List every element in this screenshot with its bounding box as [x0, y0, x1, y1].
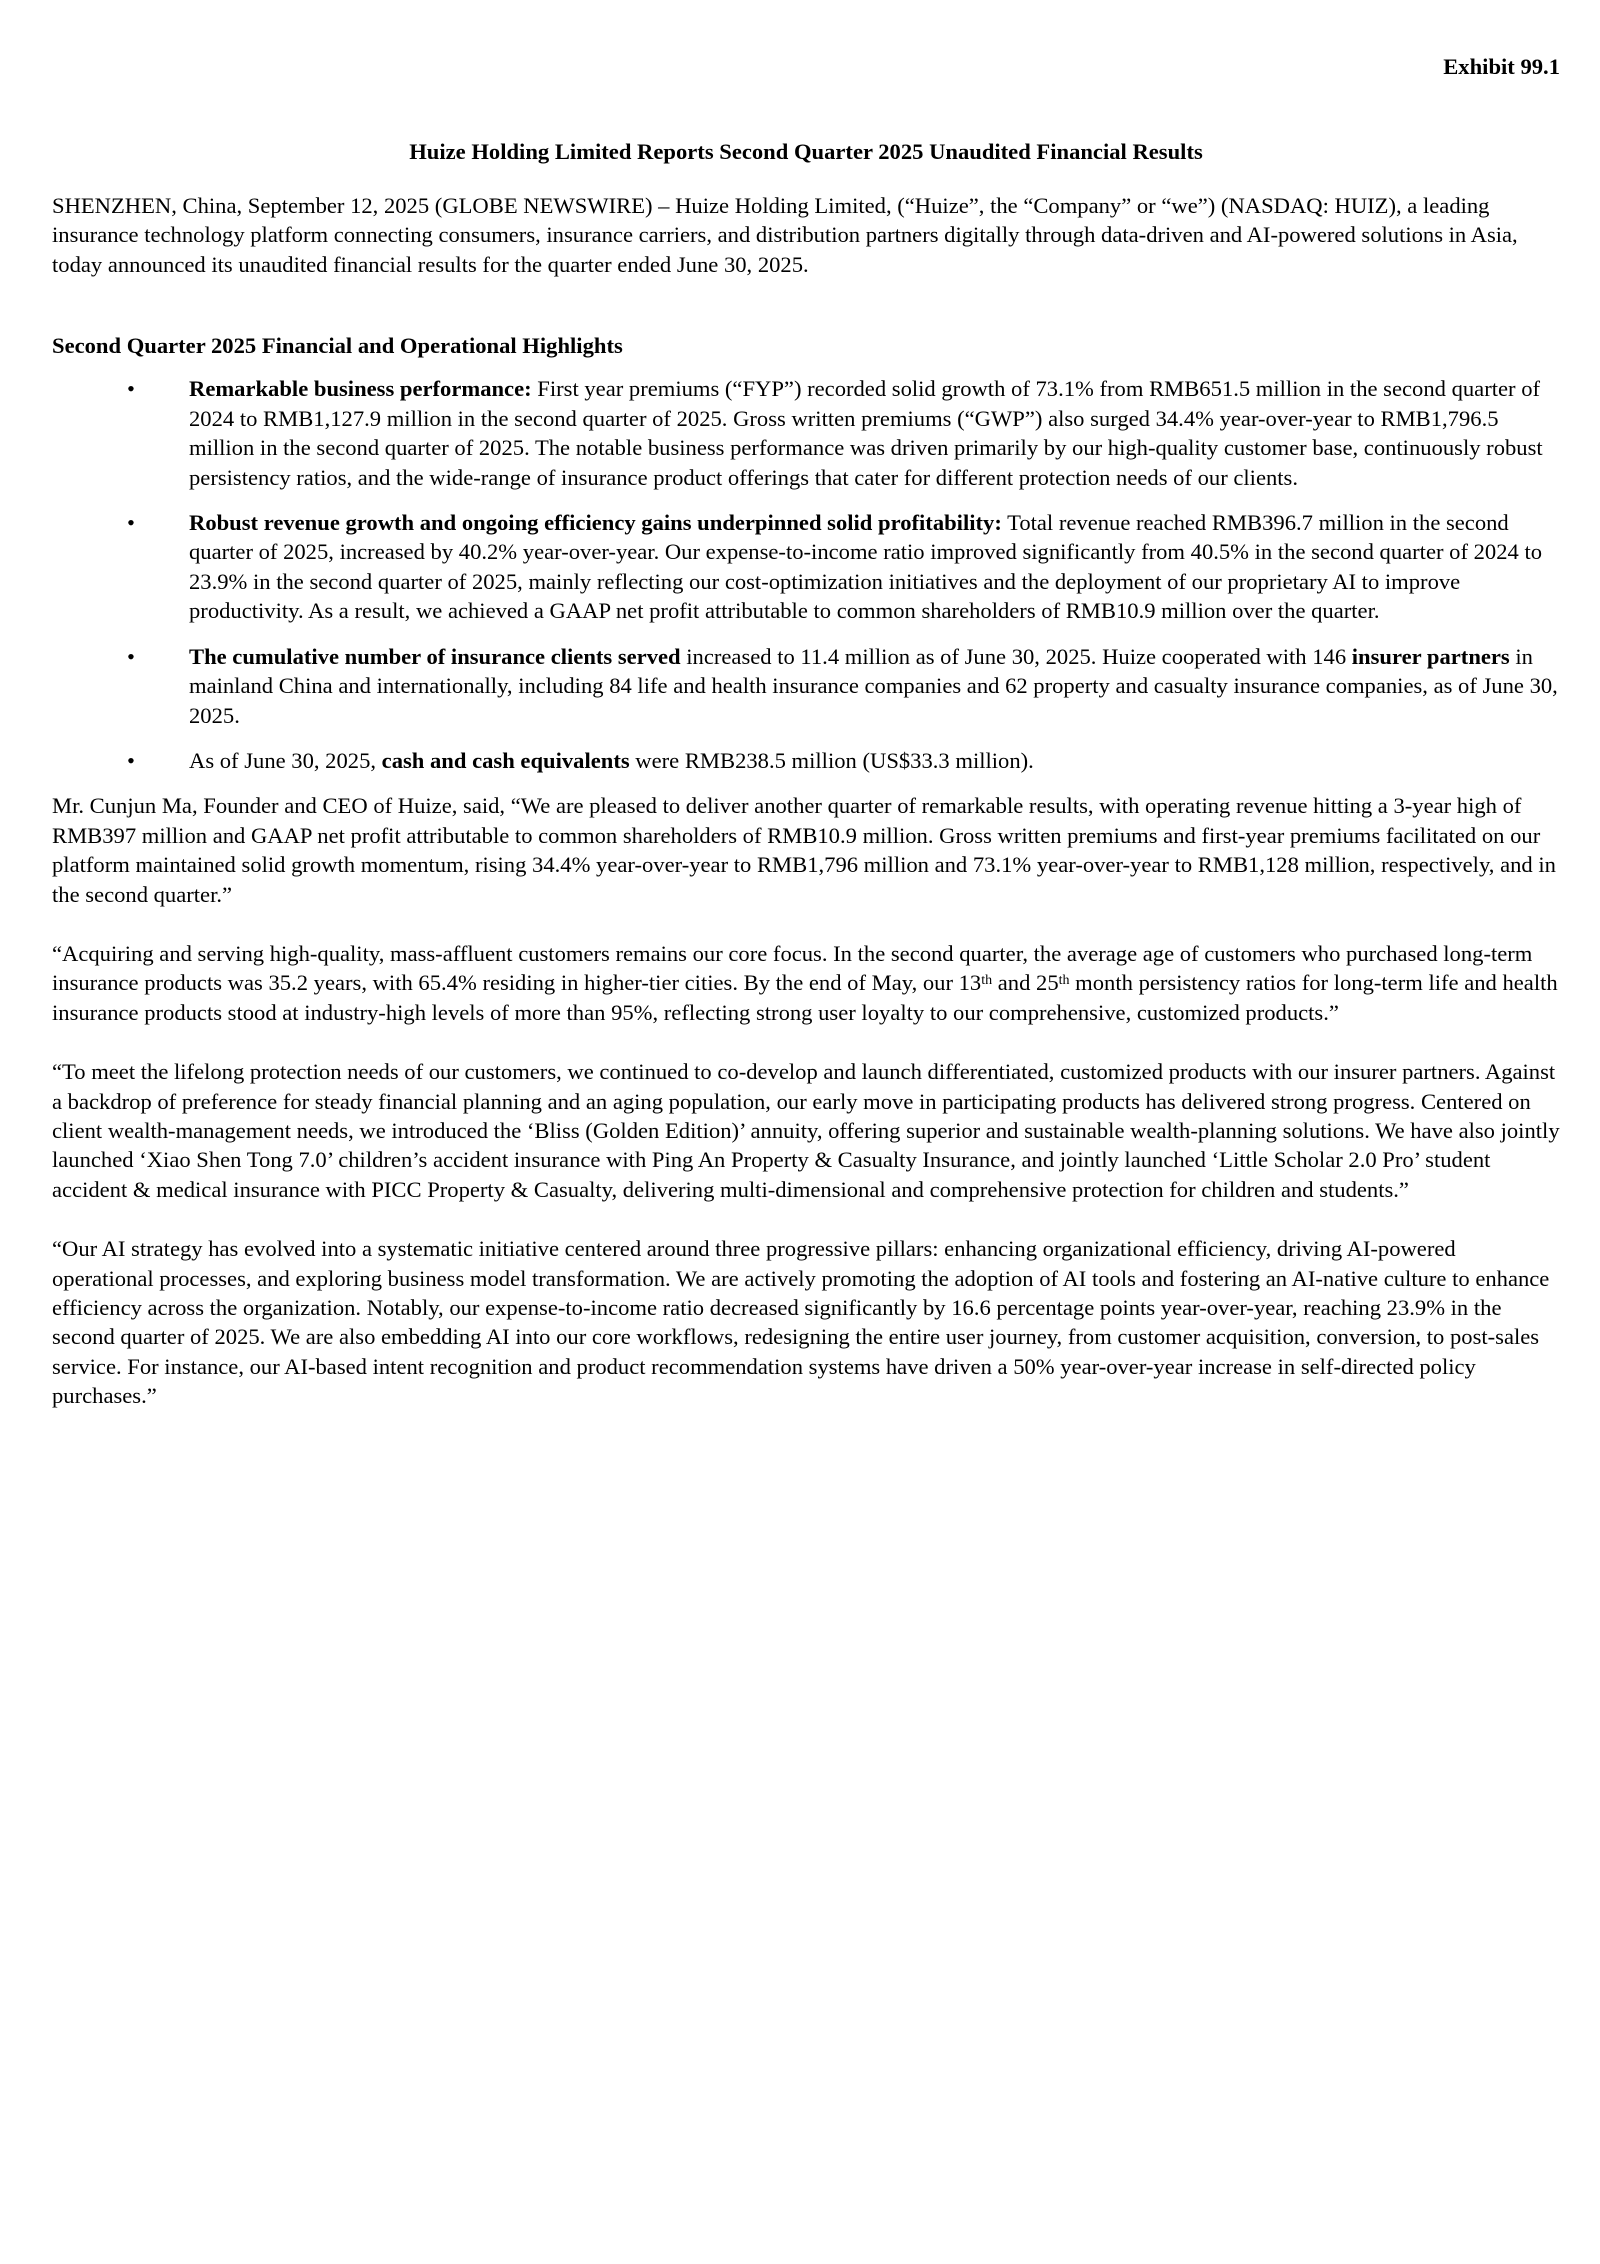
- highlight-text: were RMB238.5 million (US$33.3 million).: [629, 747, 1034, 773]
- ai-strategy-quote-paragraph: “Our AI strategy has evolved into a systematic initiative centered around three progressive pillars: enhancing organizational efficiency, driving AI-powered operational processes, and exploring business model transformation. We are actively promoting the adoption of AI tools and fostering an AI-native culture to enhance efficiency across the organization. Notably, our expense-to-income ratio decreased significantly by 16.6 percentage points year-over-year, reaching 23.9% in the second quarter of 2025. We are also embedding AI into our core workflows, redesigning the entire user journey, from customer acquisition, conversion, to post-sales service. For instance, our AI-based intent recognition and product recommendation systems have driven a 50% year-over-year increase in self-directed policy purchases.”: [52, 1236, 1550, 1409]
- products-quote-paragraph: “To meet the lifelong protection needs of our customers, we continued to co-develop and launch differentiated, customized products with our insurer partners. Against a backdrop of preference for steady financial planning and an aging population, our early move in participating products has delivered strong progress. Centered on client wealth-management needs, we introduced the ‘Bliss (Golden Edition)’ annuity, offering superior and sustainable wealth-planning solutions. We have also jointly launched ‘Xiao Shen Tong 7.0’ children’s accident insurance with Ping An Property & Casualty Insurance, and jointly launched ‘Little Scholar 2.0 Pro’ student accident & medical insurance with PICC Property & Casualty, delivering multi-dimensional and comprehensive protection for children and students.”: [52, 1059, 1560, 1202]
- document-title: Huize Holding Limited Reports Second Quarter 2025 Unaudited Financial Results: [409, 139, 1203, 165]
- customers-quote-paragraph: [52, 939, 1560, 1027]
- quote-text: month persistency ratios for long-term life and health insurance products stood at industry-high levels of more than 95%, reflecting strong user loyalty to our comprehensive, customized products.”: [52, 970, 1558, 1025]
- document-page: [52, 52, 1560, 1411]
- ordinal-suffix: th: [981, 973, 993, 989]
- highlights-list: [52, 374, 1560, 775]
- highlight-text: As of June 30, 2025,: [189, 747, 382, 773]
- highlight-item: [52, 508, 1560, 626]
- ordinal-suffix: th: [1058, 973, 1070, 989]
- intro-paragraph: SHENZHEN, China, September 12, 2025 (GLOBE NEWSWIRE) – Huize Holding Limited, (“Huize”, the “Company” or “we”) (NASDAQ: HUIZ), a leading insurance technology platform connecting consumers, insurance carriers, and distribution partners digitally through data-driven and AI-powered solutions in Asia, today announced its unaudited financial results for the quarter ended June 30, 2025.: [52, 192, 1518, 277]
- highlight-lead: Remarkable business performance:: [189, 376, 532, 402]
- bullet-icon: •: [127, 510, 135, 536]
- quote-text: and 25: [992, 970, 1059, 996]
- highlight-text: in mainland China and internationally, including 84 life and health insurance companies and 62 property and casualty insurance companies, as of June 30, 2025.: [189, 643, 1558, 728]
- highlight-item: [52, 746, 1560, 775]
- highlights-heading: Second Quarter 2025 Financial and Operational Highlights: [52, 333, 623, 359]
- highlight-lead: cash and cash equivalents: [381, 747, 630, 773]
- highlight-item: [52, 374, 1560, 492]
- bullet-icon: •: [127, 643, 135, 669]
- ceo-quote-paragraph: Mr. Cunjun Ma, Founder and CEO of Huize, said, “We are pleased to deliver another quarter of remarkable results, with operating revenue hitting a 3-year high of RMB397 million and GAAP net profit attributable to common shareholders of RMB10.9 million. Gross written premiums and first-year premiums facilitated on our platform maintained solid growth momentum, rising 34.4% year-over-year to RMB1,796 million and 73.1% year-over-year to RMB1,128 million, respectively, and in the second quarter.”: [52, 793, 1556, 907]
- highlight-lead: The cumulative number of insurance clients served: [189, 643, 681, 669]
- highlight-text: increased to 11.4 million as of June 30, 2025. Huize cooperated with 146: [680, 643, 1352, 669]
- bullet-icon: •: [127, 376, 135, 402]
- highlight-lead: Robust revenue growth and ongoing efficiency gains underpinned solid profitability:: [189, 510, 1002, 536]
- exhibit-label: Exhibit 99.1: [1443, 54, 1560, 79]
- highlight-emphasis: insurer partners: [1351, 643, 1510, 669]
- bullet-icon: •: [127, 747, 135, 773]
- highlight-item: [52, 642, 1560, 730]
- highlight-text: First year premiums (“FYP”) recorded solid growth of 73.1% from RMB651.5 million in the second quarter of 2024 to RMB1,127.9 million in the second quarter of 2025. Gross written premiums (“GWP”) also surged 34.4% year-over-year to RMB1,796.5 million in the second quarter of 2025. The notable business performance was driven primarily by our high-quality customer base, continuously robust persistency ratios, and the wide-range of insurance product offerings that cater for different protection needs of our clients.: [189, 376, 1543, 490]
- quote-text: “Acquiring and serving high-quality, mass-affluent customers remains our core focus. In the second quarter, the average age of customers who purchased long-term insurance products was 35.2 years, with 65.4% residing in higher-tier cities. By the end of May, our 13: [52, 940, 1533, 996]
- highlight-text: Total revenue reached RMB396.7 million in the second quarter of 2025, increased by 40.2% year-over-year. Our expense-to-income ratio improved significantly from 40.5% in the second quarter of 2024 to 23.9% in the second quarter of 2025, mainly reflecting our cost-optimization initiatives and the deployment of our proprietary AI to improve productivity. As a result, we achieved a GAAP net profit attributable to common shareholders of RMB10.9 million over the quarter.: [189, 510, 1543, 624]
